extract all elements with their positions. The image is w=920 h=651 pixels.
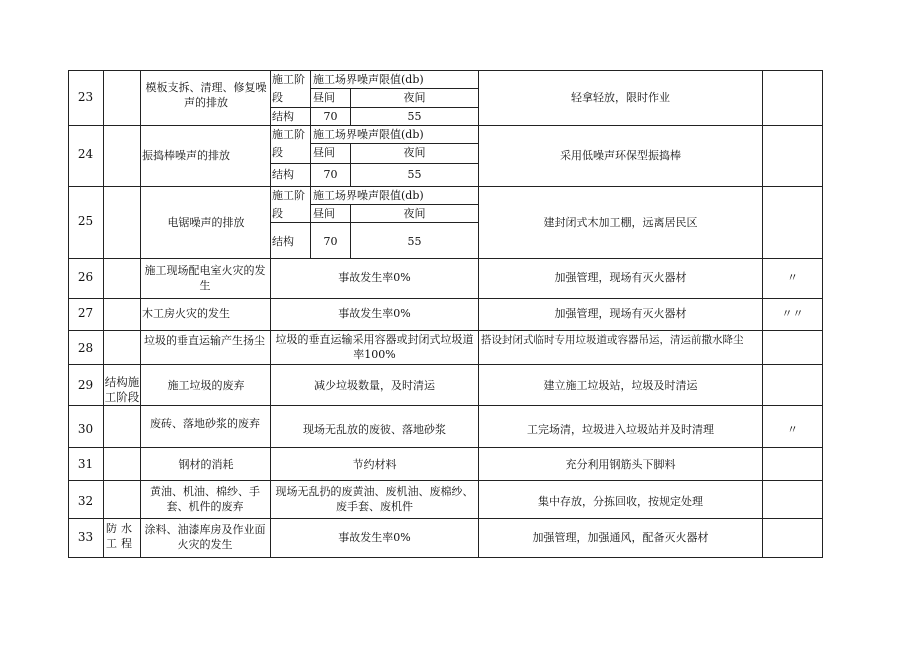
row-number: 33: [77, 530, 94, 544]
col-border: [103, 70, 104, 558]
row-border: [68, 518, 823, 519]
limit-header: 施工场界噪声限值(db): [313, 189, 424, 202]
remark: 〃〃: [781, 307, 804, 320]
row-border: [68, 405, 823, 406]
control-measure: 建封闭式木加工棚，远离居民区: [543, 216, 698, 229]
row-border: [68, 258, 823, 259]
table-bottom-border: [68, 557, 823, 558]
table-right-border: [822, 70, 823, 558]
environmental-factor: 钢材的消耗: [178, 458, 234, 471]
row-number: 24: [77, 147, 94, 161]
night-limit-value: 55: [407, 235, 422, 248]
row-number: 25: [77, 214, 94, 228]
environmental-factor: 废砖、落地砂浆的废弃: [150, 417, 260, 430]
environmental-factor: 施工现场配电室火灾的发生: [144, 264, 266, 292]
stage-label: 施工阶: [272, 189, 305, 202]
row-border: [68, 186, 823, 187]
target-indicator: 事故发生率0%: [338, 531, 411, 544]
control-measure: 加强管理，现场有灭火器材: [554, 271, 687, 284]
noise-subgrid-line: [310, 70, 311, 258]
row-number: 31: [77, 457, 94, 471]
row-border: [68, 330, 823, 331]
table-top-border: [68, 70, 823, 71]
struct-label: 结构: [272, 110, 294, 123]
control-measure: 建立施工垃圾站，垃圾及时清运: [543, 379, 698, 392]
control-measure: 加强管理，加强通风，配备灭火器材: [532, 531, 709, 544]
environmental-factor: 电锯噪声的排放: [167, 216, 245, 229]
day-label: 昼间: [313, 91, 335, 104]
limit-header: 施工场界噪声限值(db): [313, 73, 424, 86]
noise-subgrid-line: [310, 143, 478, 144]
row-border: [68, 364, 823, 365]
night-label: 夜间: [403, 91, 426, 104]
environmental-factor: 涂料、油漆库房及作业面火灾的发生: [144, 523, 266, 551]
remark: 〃: [787, 271, 798, 284]
target-indicator: 现场无乱放的废彼、落地砂浆: [303, 423, 446, 436]
row-number: 28: [77, 341, 94, 355]
control-measure: 采用低噪声环保型振捣棒: [560, 149, 681, 162]
night-label: 夜间: [403, 207, 426, 220]
row-number: 26: [77, 270, 94, 284]
environmental-factor: 施工垃圾的废弃: [167, 379, 245, 392]
noise-subgrid-line: [270, 222, 478, 223]
environmental-factor: 振捣棒噪声的排放: [142, 149, 230, 162]
day-limit-value: 70: [323, 168, 338, 181]
remark: 〃: [787, 423, 798, 436]
night-limit-value: 55: [407, 168, 422, 181]
day-limit-value: 70: [323, 110, 338, 123]
environmental-factor: 木工房火灾的发生: [142, 307, 230, 320]
noise-subgrid-line: [270, 107, 478, 108]
row-border: [68, 298, 823, 299]
noise-subgrid-line: [270, 163, 478, 164]
control-measure: 轻拿轻放，限时作业: [571, 91, 670, 104]
row-number: 30: [77, 422, 94, 436]
target-indicator: 现场无乱扔的废黄油、废机油、废棉纱、废手套、废机件: [275, 485, 474, 513]
environmental-factor: 垃圾的垂直运输产生扬尘: [144, 334, 265, 347]
day-label: 昼间: [313, 207, 335, 220]
stage-label: 施工阶: [272, 73, 305, 86]
stage-label: 段: [272, 91, 283, 104]
environmental-factor: 模板支拆、清理、修复噪声的排放: [145, 81, 267, 109]
group-label-waterproof: 防水工程: [106, 522, 136, 550]
row-number: 23: [77, 90, 94, 104]
control-measure: 充分利用钢筋头下脚料: [565, 458, 676, 471]
stage-label: 段: [272, 146, 283, 159]
row-border: [68, 447, 823, 448]
stage-label: 段: [272, 207, 283, 220]
night-label: 夜间: [403, 146, 426, 159]
row-number: 29: [77, 378, 94, 392]
environmental-factor-table: [68, 70, 823, 558]
control-measure: 集中存放，分拣回收，按规定处理: [538, 495, 703, 508]
row-number: 32: [77, 494, 94, 508]
target-indicator: 事故发生率0%: [338, 271, 411, 284]
day-limit-value: 70: [323, 235, 338, 248]
control-measure: 加强管理，现场有灭火器材: [554, 307, 687, 320]
noise-subgrid-line: [310, 88, 478, 89]
struct-label: 结构: [272, 235, 294, 248]
row-number: 27: [77, 306, 94, 320]
row-border: [68, 125, 823, 126]
limit-header: 施工场界噪声限值(db): [313, 128, 424, 141]
target-indicator: 节约材料: [352, 458, 397, 471]
col-border: [140, 70, 141, 558]
night-limit-value: 55: [407, 110, 422, 123]
noise-subgrid-line: [310, 204, 478, 205]
row-border: [68, 480, 823, 481]
group-label-structure-stage: 结构施工阶段: [104, 375, 140, 404]
target-indicator: 事故发生率0%: [338, 307, 411, 320]
struct-label: 结构: [272, 168, 294, 181]
control-measure: 工完场清，垃圾进入垃圾站并及时清理: [527, 423, 714, 436]
stage-label: 施工阶: [272, 128, 305, 141]
target-indicator: 减少垃圾数量，及时清运: [314, 379, 435, 392]
environmental-factor: 黄油、机油、棉纱、手套、机件的废弃: [150, 485, 260, 513]
target-indicator: 垃圾的垂直运输采用容器或封闭式垃圾道率100%: [275, 333, 474, 361]
control-measure: 搭设封闭式临时专用垃圾道或容器吊运，清运前撒水降尘: [481, 334, 744, 346]
day-label: 昼间: [313, 146, 335, 159]
